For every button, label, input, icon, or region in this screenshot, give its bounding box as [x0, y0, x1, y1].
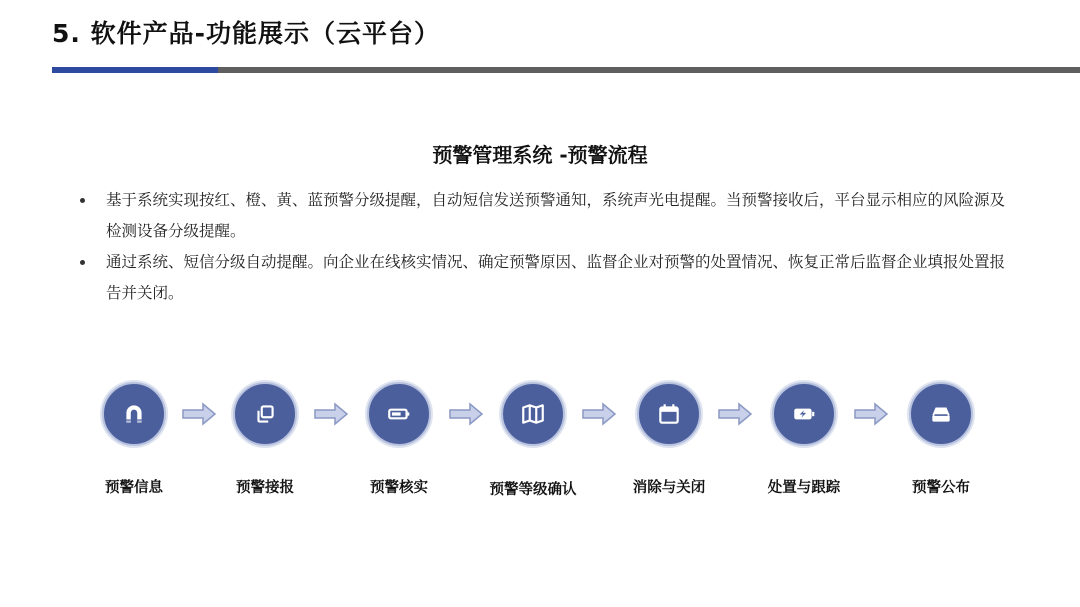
- step-label: 预警信息: [105, 480, 163, 496]
- title-rule-accent: [52, 67, 218, 73]
- calendar-icon: [656, 401, 682, 427]
- step-circle: [772, 382, 836, 446]
- bullet-list: [78, 185, 1018, 309]
- battery-icon: [386, 401, 412, 427]
- step-circle: [909, 382, 973, 446]
- bullet-item: [78, 247, 1018, 309]
- flow-step-alert-verify: [334, 378, 464, 497]
- step-label: 处置与跟踪: [767, 480, 841, 496]
- flow-step-alert-info: [69, 378, 199, 497]
- step-label: 预警接报: [236, 480, 294, 496]
- flow-step-level-confirm: [468, 378, 598, 499]
- bullet-text: 基于系统实现按红、橙、黄、蓝预警分级提醒，自动短信发送预警通知，系统声光电提醒。当预警接收后，平台显示相应的风险源及检测设备分级提醒。: [106, 191, 1006, 240]
- step-label: 预警等级确认: [489, 482, 577, 498]
- map-icon: [520, 401, 546, 427]
- bullet-text: 通过系统、短信分级自动提醒。向企业在线核实情况、确定预警原因、监督企业对预警的处置情况、恢复正常后监督企业填报处置报告并关闭。: [106, 253, 1006, 302]
- step-circle: [367, 382, 431, 446]
- charging-icon: [791, 401, 817, 427]
- step-label: 消除与关闭: [632, 480, 706, 496]
- step-circle: [233, 382, 297, 446]
- title-rule: [52, 67, 1080, 73]
- step-circle: [501, 382, 565, 446]
- page-title: 5. 软件产品-功能展示（云平台）: [52, 19, 440, 48]
- flow-step-handle-track: [739, 378, 869, 497]
- flow-step-clear-close: [604, 378, 734, 497]
- magnet-icon: [121, 401, 147, 427]
- flow-step-alert-receive: [200, 378, 330, 497]
- drive-icon: [928, 401, 954, 427]
- step-label: 预警公布: [912, 480, 970, 496]
- bullet-item: [78, 185, 1018, 247]
- bullet-dot: [80, 198, 85, 203]
- flow-step-publish: [876, 378, 1006, 497]
- process-flow: [0, 378, 1080, 498]
- step-label: 预警核实: [370, 480, 428, 496]
- step-circle: [637, 382, 701, 446]
- step-circle: [102, 382, 166, 446]
- bullet-dot: [80, 260, 85, 265]
- copy-icon: [252, 401, 278, 427]
- section-heading: 预警管理系统 -预警流程: [432, 143, 648, 167]
